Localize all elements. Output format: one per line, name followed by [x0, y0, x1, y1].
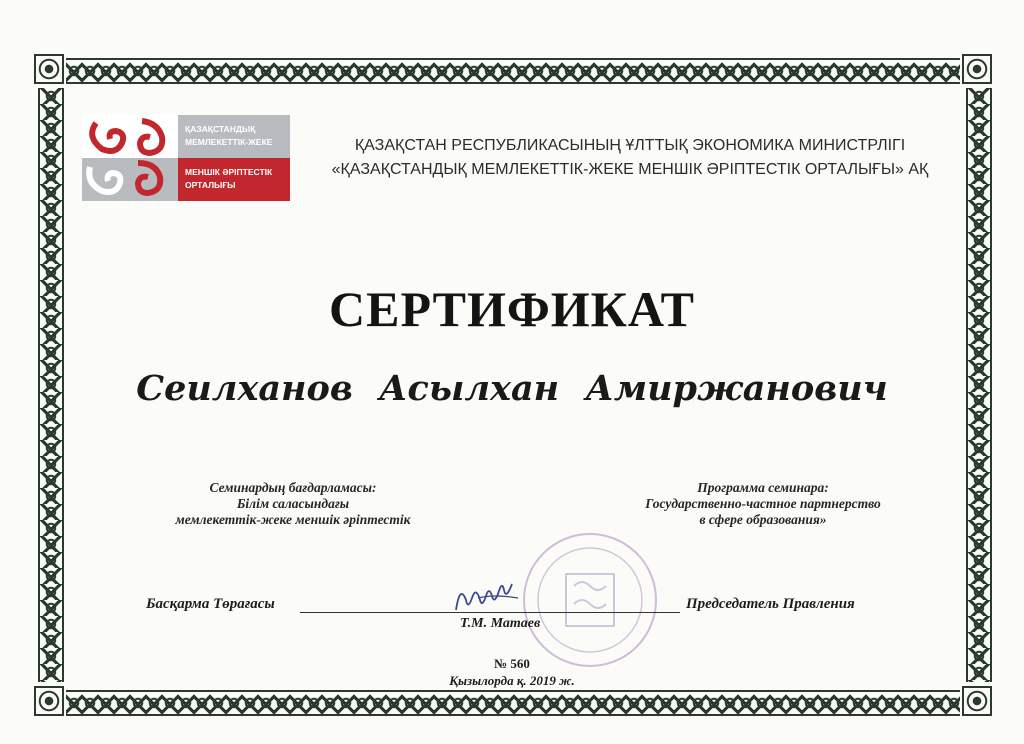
program-label: Программа семинара: — [697, 480, 829, 495]
ornament-corner-icon — [34, 686, 64, 716]
logo-text-grey — [178, 115, 290, 158]
header — [310, 134, 950, 182]
program-line: мемлекеттік-жеке меншік әріптестік — [175, 512, 411, 527]
logo-text-red — [178, 158, 290, 201]
organization-name: «ҚАЗАҚСТАНДЫҚ МЕМЛЕКЕТТІК-ЖЕКЕ МЕНШІК ӘРІПТЕСТІК ОРТАЛЫҒЫ» АҚ — [331, 161, 929, 178]
ministry-name: ҚАЗАҚСТАН РЕСПУБЛИКАСЫНЫҢ ҰЛТТЫҚ ЭКОНОМИКА МИНИСТРЛІГІ — [354, 137, 906, 154]
recipient-name: Сеилханов Асылхан Амиржанович — [136, 368, 888, 409]
logo-line-4: ОРТАЛЫҒЫ — [185, 180, 236, 190]
ornament-corner-icon — [962, 686, 992, 716]
signer-name: Т.М. Матаев — [460, 616, 541, 631]
program-line: Государственно-частное партнерство — [645, 496, 881, 511]
ornament-corner-icon — [962, 54, 992, 84]
ornament-border-bottom — [66, 690, 960, 716]
program-kazakh — [128, 480, 458, 528]
logo-line-1: ҚАЗАҚСТАНДЫҚ — [185, 124, 256, 134]
ornament-corner-icon — [34, 54, 64, 84]
program-label: Семинардың бағдарламасы: — [209, 480, 377, 495]
signer-title-kazakh: Басқарма Төрағасы — [146, 596, 275, 612]
ornament-border-top — [66, 58, 960, 84]
certificate-title: СЕРТИФИКАТ — [328, 281, 695, 337]
program-russian — [598, 480, 928, 528]
signer-title-russian: Председатель Правления — [686, 596, 855, 612]
ornament-logo-icon — [82, 115, 178, 201]
logo-line-2: МЕМЛЕКЕТТІК-ЖЕКЕ — [185, 137, 273, 147]
place-and-date: Қызылорда қ. 2019 ж. — [449, 673, 575, 688]
program-line: в сфере образования» — [699, 512, 827, 527]
program-line: Білім саласындағы — [236, 496, 350, 511]
certificate-number: № 560 — [494, 656, 530, 671]
organization-logo — [82, 115, 290, 201]
handwritten-signature-icon — [448, 580, 538, 620]
logo-line-3: МЕНШІК ӘРІПТЕСТІК — [185, 167, 273, 177]
